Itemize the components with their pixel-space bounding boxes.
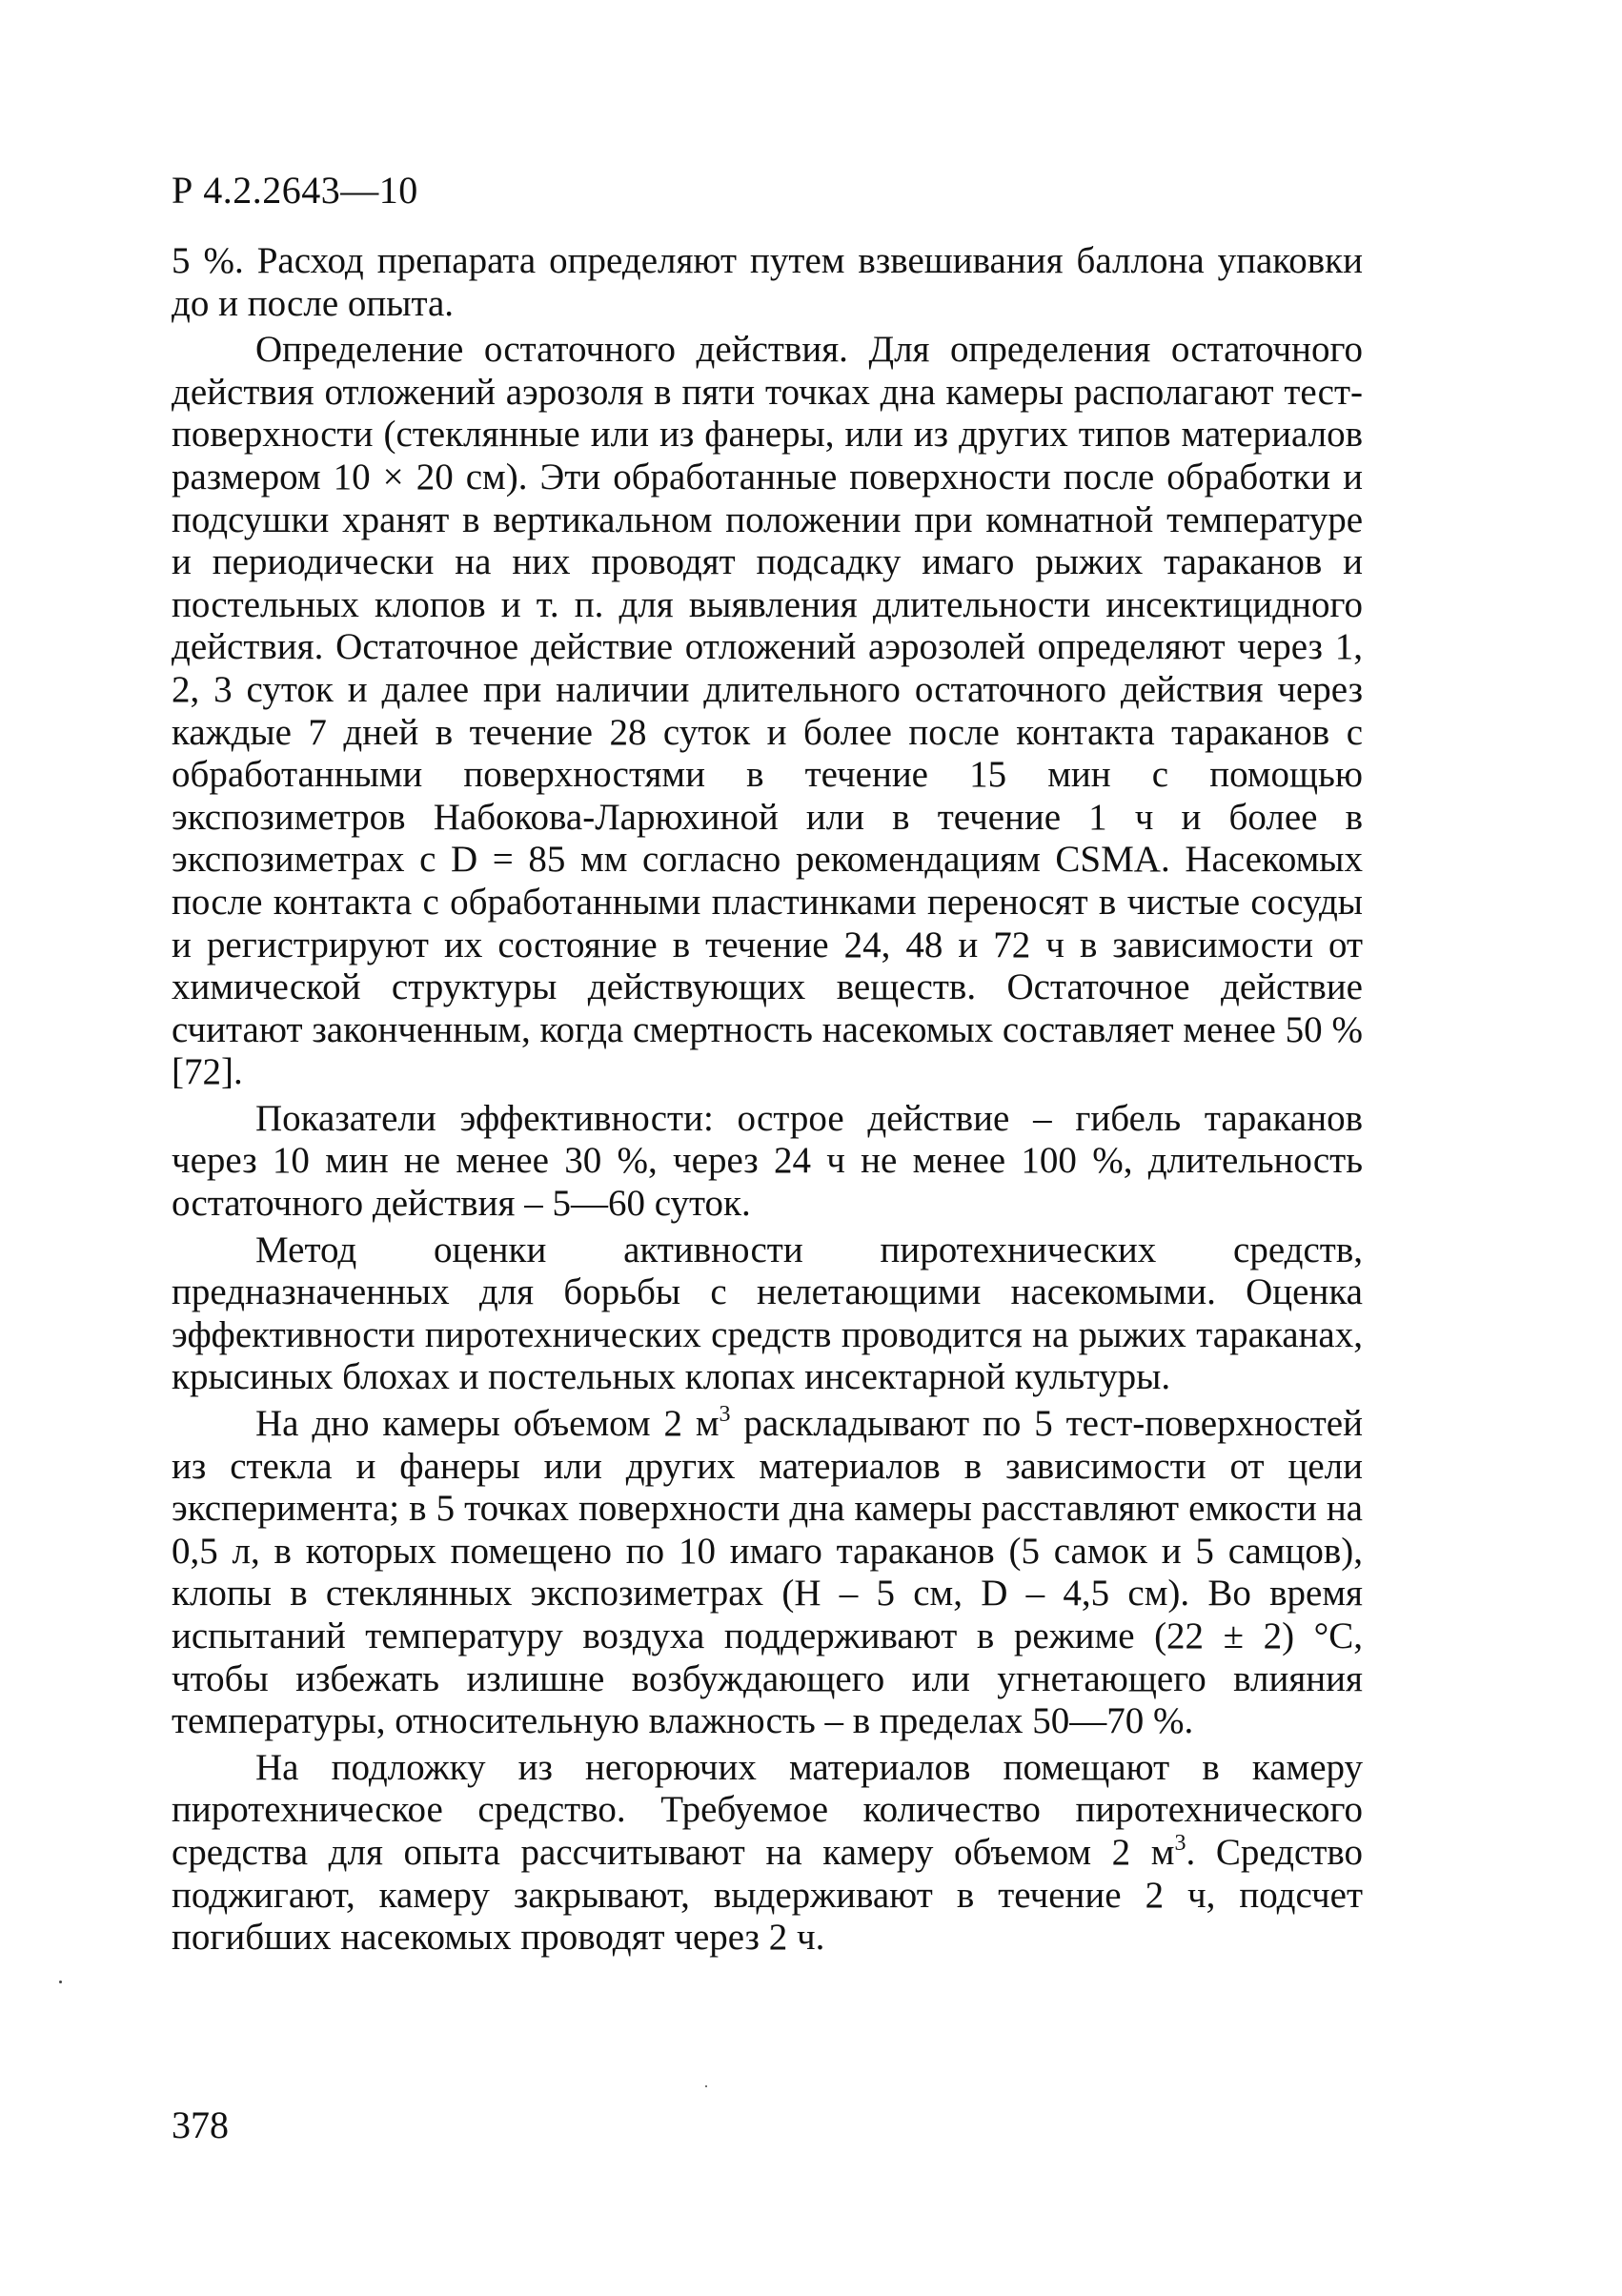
paragraph-chamber-setup-end: раскладывают по 5 тест-поверхностей из стекла и фанеры или других материалов в зависимости от цели эксперимента; в 5 точках поверхности дна камеры расставляют емкости на 0,5 л, в которых помещено по 10 имаго тараканов (5 самок и 5 самцов), клопы в стеклянных экспозиметрах (Н – 5 см, D – 4,5 см). Во время испытаний температуру воздуха поддерживают в режиме (22 ± 2) °С, чтобы избежать излишне возбуждающего или угнетающего влияния температуры, относительную влажность – в пределах 50—70 %.: [172, 1403, 1363, 1742]
paragraph-residual-action: Определение остаточного действия. Для определения остаточного действия отложений аэрозоля в пяти точках дна камеры располагают тест-поверхности (стеклянные или из фанеры, или из других типов материалов размером 10 × 20 см). Эти обработанные поверхности после обработки и подсушки хранят в вертикальном положении при комнатной температуре и периодически на них проводят подсадку имаго рыжих тараканов и постельных клопов и т. п. для выявления длительности инсектицидного действия. Остаточное действие отложений аэрозолей определяют через 1, 2, 3 суток и далее при наличии длительного остаточного действия через каждые 7 дней в течение 28 суток и более после контакта тараканов с обработанными поверхностями в течение 15 мин с помощью экспозиметров Набокова-Ларюхиной или в течение 1 ч и более в экспозиметрах с D = 85 мм согласно рекомендациям CSMA. Насекомых после контакта с обработанными пластинками переносят в чистые сосуды и регистрируют их состояние в течение 24, 48 и 72 ч в зависимости от химической структуры действующих веществ. Остаточное действие считают законченным, когда смертность насекомых составляет менее 50 % [72].: [172, 329, 1363, 1093]
paragraph-efficacy-indicators: Показатели эффективности: острое действие – гибель тараканов через 10 мин не менее 30 %, через 24 ч не менее 100 %, длительность остаточного действия – 5—60 суток.: [172, 1097, 1363, 1225]
body-text: [172, 240, 1363, 1963]
scan-speck: [705, 2085, 707, 2087]
superscript-cubic: 3: [1174, 1830, 1186, 1856]
paragraph-ignition-end: . Средство поджигают, камеру закрывают, выдерживают в течение 2 ч, подсчет погибших насекомых проводят через 2 ч.: [172, 1831, 1364, 1959]
scan-speck: [59, 1981, 62, 1983]
paragraph-chamber-setup: [172, 1403, 1363, 1743]
superscript-cubic: 3: [719, 1402, 731, 1428]
paragraph-pyrotechnic-method: Метод оценки активности пиротехнических средств, предназначенных для борьбы с нелетающими насекомыми. Оценка эффективности пиротехнических средств проводится на рыжих тараканах, крысиных блохах и постельных клопах инсектарной культуры.: [172, 1229, 1363, 1398]
paragraph-continuation: 5 %. Расход препарата определяют путем взвешивания баллона упаковки до и после опыта.: [172, 240, 1363, 324]
paragraph-ignition-start: На подложку из негорючих материалов помещают в камеру пиротехническое средство. Требуемое количество пиротехнического средства для опыта рассчитывают на камеру объемом 2 м: [172, 1746, 1363, 1873]
paragraph-chamber-setup-start: На дно камеры объемом 2 м: [255, 1403, 720, 1445]
paragraph-ignition-procedure: [172, 1747, 1363, 1960]
page-number: 378: [172, 2103, 229, 2146]
document-code-header: Р 4.2.2643—10: [172, 169, 418, 212]
